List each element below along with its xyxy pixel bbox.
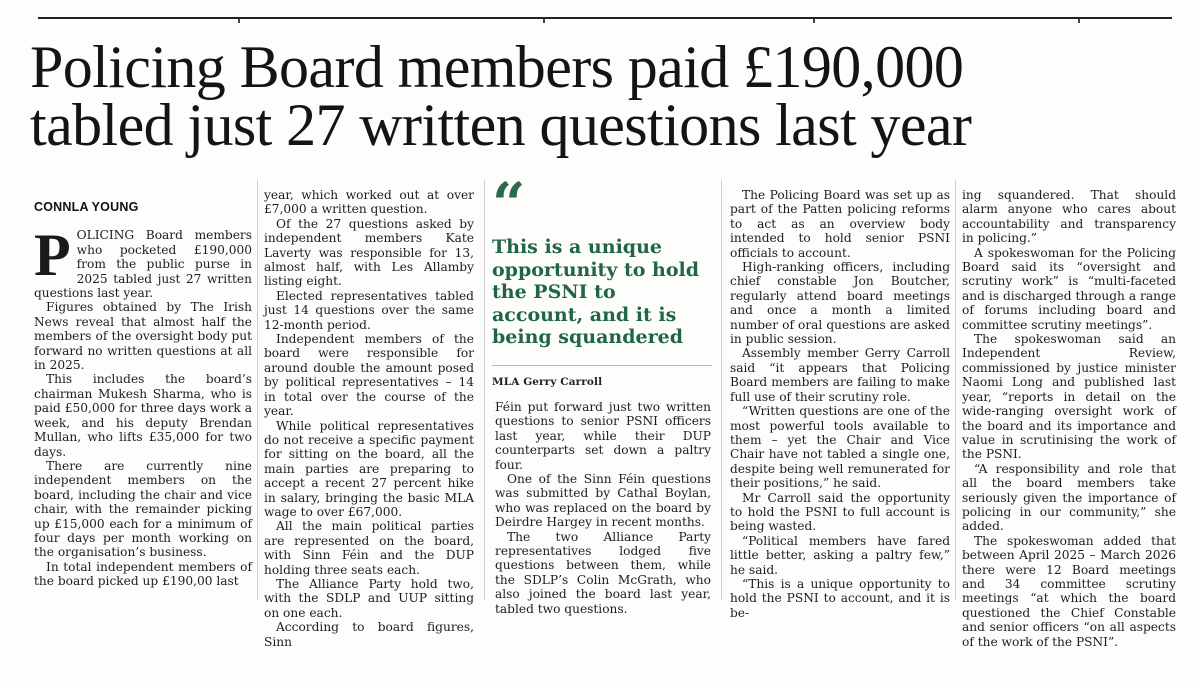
paragraph: There are currently nine independent members on the board, including the chair and vice chair, with the remainder picking up £15,000 each for a minimum of four days per month working on the organisation’s business. (34, 458, 252, 560)
rule-tick (1078, 19, 1088, 23)
headline-line-1: Policing Board members paid £190,000 (30, 34, 964, 100)
drop-cap: P (34, 222, 71, 289)
paragraph: “Written questions are one of the most powerful tools available to them – yet the Chair and Vice Chair have not tabled a single one, despite being well remunerated for their positions,” he said. (730, 404, 950, 491)
pull-quote-attribution: MLA Gerry Carroll (492, 365, 712, 388)
paragraph: This includes the board’s chairman Mukesh Sharma, who is paid £50,000 for three days work a week, and his deputy Brendan Mullan, who lifts £35,000 for two days. (34, 372, 252, 459)
paragraph: year, which worked out at over £7,000 a written question. (264, 188, 474, 217)
headline-line-2: tabled just 27 written questions last year (30, 92, 972, 158)
paragraph: Mr Carroll said the opportunity to hold the PSNI to full account is being wasted. (730, 490, 950, 534)
paragraph: One of the Sinn Féin questions was submitted by Cathal Boylan, who was replaced on the board by Deirdre Hargey in recent months. (495, 472, 711, 530)
column-divider (721, 180, 722, 600)
pull-quote (492, 170, 712, 388)
rule-tick (543, 19, 553, 23)
paragraph: Of the 27 questions asked by independent members Kate Laverty was responsible for 13, almost half, with Les Allamby listing eight. (264, 216, 474, 289)
article-column-4 (730, 188, 950, 620)
article-column-3 (495, 400, 711, 616)
article-column-2 (264, 188, 474, 649)
rule-tick (238, 19, 248, 23)
paragraph: In total independent members of the board picked up £190,00 last (34, 559, 252, 589)
paragraph: Figures obtained by The Irish News reveal that almost half the members of the oversight body put forward no written questions at all in 2025. (34, 300, 252, 373)
paragraph: Elected representatives tabled just 14 questions over the same 12-month period. (264, 288, 474, 332)
column-divider (484, 180, 485, 600)
paragraph: While political representatives do not receive a specific payment for sitting on the board, all the main parties are preparing to accept a recent 27 percent hike in salary, bringing the basic MLA wage to over £67,000. (264, 418, 474, 519)
paragraph: Independent members of the board were responsible for around double the amount posed by political representatives – 14 in total over the course of the year. (264, 332, 474, 419)
paragraph: The spokeswoman added that between April 2025 – March 2026 there were 12 Board meetings and 34 committee scrutiny meetings “at which the board questioned the Chief Constable and senior officers “on all aspects of the work of the PSNI”. (962, 533, 1176, 649)
paragraph: The two Alliance Party representatives lodged five questions between them, while the SDLP’s Colin McGrath, who also joined the board last year, tabled two questions. (495, 529, 711, 616)
rule-tick (813, 19, 823, 23)
top-rule (38, 17, 1172, 19)
paragraph: The Policing Board was set up as part of the Patten policing reforms to act as an overview body intended to hold senior PSNI officials to account. (730, 188, 950, 260)
paragraph: ing squandered. That should alarm anyone who cares about accountability and transparency in policing.” (962, 188, 1176, 246)
paragraph: A spokeswoman for the Policing Board said its “oversight and scrutiny work” is “multi-faceted and is discharged through a range of forums including board and committee scrutiny meetings”. (962, 245, 1176, 332)
pull-quote-text: This is a unique opportunity to hold the PSNI to account, and it is being squandered (492, 236, 700, 348)
paragraph: According to board figures, Sinn (264, 620, 474, 649)
paragraph: “This is a unique opportunity to hold the PSNI to account, and it is be- (730, 576, 950, 620)
paragraph: All the main political parties are represented on the board, with Sinn Féin and the DUP holding three seats each. (264, 519, 474, 577)
paragraph: The spokeswoman said an Independent Review, commissioned by justice minister Naomi Long and published last year, “reports in detail on the wide-ranging oversight work of the board and its importance and value in scrutinising the work of the PSNI. (962, 332, 1176, 462)
column-divider (257, 180, 258, 600)
byline: CONNLA YOUNG (34, 200, 139, 214)
column-divider (955, 180, 956, 600)
headline (30, 34, 1195, 158)
quote-mark-icon: “ (492, 170, 520, 238)
paragraph: The Alliance Party hold two, with the SDLP and UUP sitting on one each. (264, 576, 474, 620)
paragraph: High-ranking officers, including chief constable Jon Boutcher, regularly attend board meetings and once a month a limited number of oral questions are asked in public session. (730, 260, 950, 347)
paragraph: Féin put forward just two written questions to senior PSNI officers last year, while their DUP counterparts set down a paltry four. (495, 400, 711, 472)
paragraph: “A responsibility and role that all the board members take seriously given the importance of policing in our community,” she added. (962, 461, 1176, 534)
article-column-1 (34, 200, 252, 589)
lead-paragraph (34, 222, 252, 301)
paragraph: “Political members have fared little better, asking a paltry few,” he said. (730, 533, 950, 577)
lead-paragraph-text: OLICING Board members who pocketed £190,000 from the public purse in 2025 tabled just 27 written questions last year. (34, 228, 252, 301)
paragraph: Assembly member Gerry Carroll said “it appears that Policing Board members are failing to make full use of their scrutiny role. (730, 346, 950, 404)
article-column-5 (962, 188, 1176, 649)
